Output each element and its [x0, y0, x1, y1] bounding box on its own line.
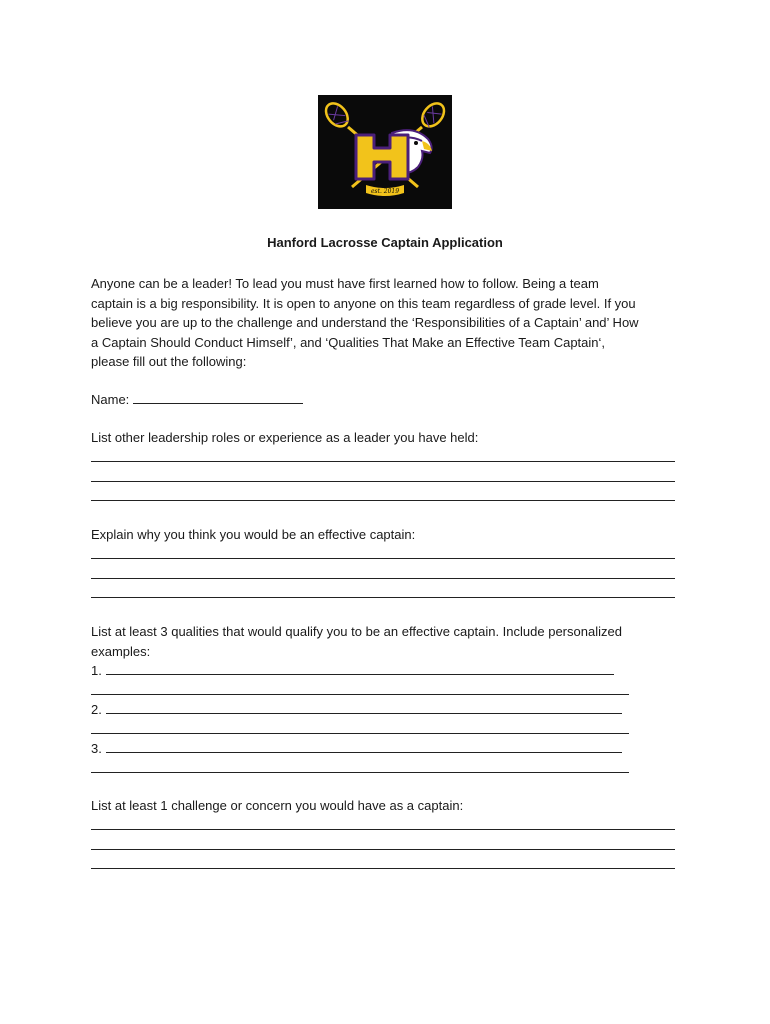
name-blank-line[interactable]	[133, 391, 303, 404]
name-row	[91, 390, 691, 410]
answer-line[interactable]	[91, 720, 629, 740]
qualities-question-line2: examples:	[91, 643, 151, 659]
intro-line: please fill out the following:	[91, 354, 247, 369]
page-title: Hanford Lacrosse Captain Application	[267, 235, 503, 250]
challenge-section	[91, 796, 691, 874]
logo-est-text: est. 2019	[370, 188, 400, 195]
effective-captain-question: Explain why you think you would be an effective captain:	[91, 527, 416, 542]
intro-line: a Captain Should Conduct Himself’, and ‘Qualities That Make an Effective Team Captain‘,	[91, 334, 606, 350]
hanford-lacrosse-logo	[318, 95, 452, 209]
answer-line[interactable]	[91, 487, 675, 507]
answer-line[interactable]	[91, 545, 675, 565]
answer-line[interactable]	[106, 740, 622, 753]
quality-number: 1.	[91, 663, 102, 678]
qualities-question-line1: List at least 3 qualities that would qualify you to be an effective captain. Include personalized	[91, 624, 622, 639]
name-label: Name:	[91, 392, 130, 407]
quality-item-3	[91, 739, 691, 759]
quality-item-2	[91, 700, 691, 720]
leadership-question: List other leadership roles or experience as a leader you have held:	[91, 430, 479, 445]
answer-line[interactable]	[91, 855, 675, 875]
hawk-h-crossed-sticks-icon	[318, 95, 452, 209]
qualities-section	[91, 622, 691, 778]
leadership-section	[91, 428, 691, 506]
answer-line[interactable]	[91, 681, 629, 701]
quality-number: 2.	[91, 702, 102, 717]
quality-number: 3.	[91, 741, 102, 756]
intro-line: Anyone can be a leader! To lead you must have first learned how to follow. Being a team	[91, 276, 599, 291]
answer-line[interactable]	[91, 564, 675, 584]
quality-item-1	[91, 661, 691, 681]
intro-line: believe you are up to the challenge and understand the ‘Responsibilities of a Captain’ and’ How	[91, 315, 639, 330]
effective-captain-section	[91, 525, 691, 603]
answer-line[interactable]	[91, 448, 675, 468]
answer-line[interactable]	[106, 701, 622, 714]
answer-line[interactable]	[91, 816, 675, 836]
intro-paragraph	[91, 274, 691, 372]
answer-line[interactable]	[91, 467, 675, 487]
answer-line[interactable]	[91, 835, 675, 855]
answer-line[interactable]	[106, 662, 614, 675]
answer-line[interactable]	[91, 759, 629, 779]
challenge-question: List at least 1 challenge or concern you would have as a captain:	[91, 798, 464, 813]
answer-line[interactable]	[91, 584, 675, 604]
intro-line: captain is a big responsibility. It is open to anyone on this team regardless of grade level. If you	[91, 295, 636, 311]
